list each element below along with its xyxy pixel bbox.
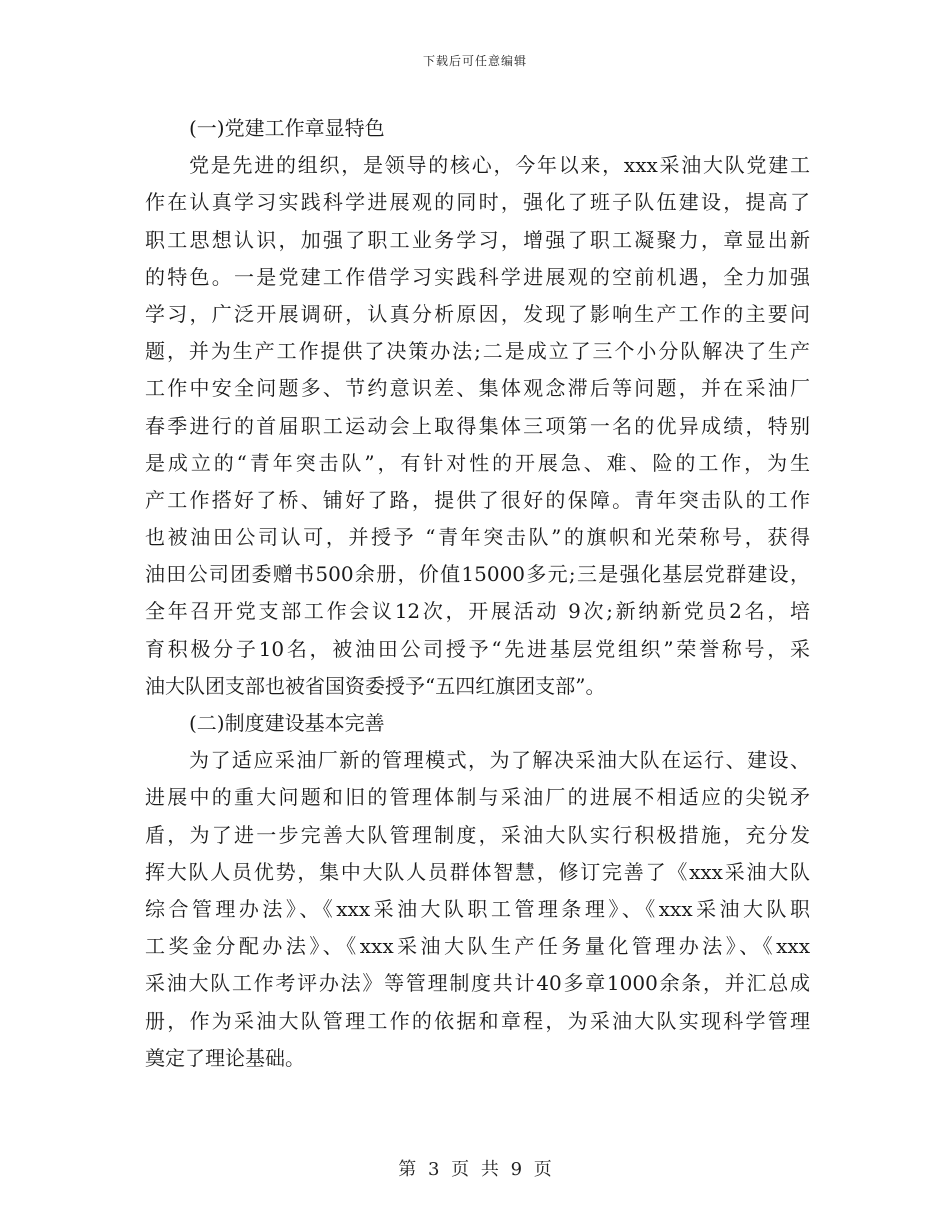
paragraph-line: 育积极分子10名，被油田公司授予“先进基层党组织”荣誉称号，采 — [145, 636, 810, 661]
paragraph-line: 作在认真学习实践科学进展观的同时，强化了班子队伍建设，提高了 — [145, 190, 810, 215]
paragraph-line: 工作中安全问题多、节约意识差、集体观念滞后等问题，并在采油厂 — [145, 376, 810, 401]
paragraph-line: 综合管理办法》、《xxx采油大队职工管理条理》、《xxx采油大队职 — [145, 896, 810, 921]
paragraph-line: 挥大队人员优势，集中大队人员群体智慧，修订完善了《xxx采油大队 — [145, 859, 810, 884]
paragraph-line: 题，并为生产工作提供了决策办法;二是成立了三个小分队解决了生产 — [145, 339, 810, 364]
paragraph-line: 为了适应采油厂新的管理模式，为了解决采油大队在运行、建设、 — [189, 748, 810, 773]
paragraph-line: 党是先进的组织，是领导的核心，今年以来，xxx采油大队党建工 — [189, 153, 810, 178]
paragraph-line: 产工作搭好了桥、铺好了路，提供了很好的保障。青年突击队的工作 — [145, 487, 810, 512]
paragraph-line: 也被油田公司认可，并授予 “青年突击队”的旗帜和光荣称号，获得 — [145, 525, 810, 550]
paragraph-line: 春季进行的首届职工运动会上取得集体三项第一名的优异成绩，特别 — [145, 413, 810, 438]
paragraph-line: 油大队团支部也被省国资委授予“五四红旗团支部”。 — [145, 673, 606, 698]
paragraph-line: 盾，为了进一步完善大队管理制度，采油大队实行积极措施，充分发 — [145, 822, 810, 847]
section-heading: (二)制度建设基本完善 — [189, 711, 385, 735]
page-number: 第 3 页 共 9 页 — [398, 1159, 552, 1180]
paragraph-line: 是成立的“青年突击队”，有针对性的开展急、难、险的工作，为生 — [145, 450, 810, 475]
header-note: 下载后可任意编辑 — [422, 54, 527, 68]
paragraph-line: 全年召开党支部工作会议12次，开展活动 9次;新纳新党员2名，培 — [145, 599, 810, 624]
paragraph-line: 学习，广泛开展调研，认真分析原因，发现了影响生产工作的主要问 — [145, 301, 810, 326]
paragraph-line: 职工思想认识，加强了职工业务学习，增强了职工凝聚力，章显出新 — [145, 227, 810, 252]
paragraph-line: 进展中的重大问题和旧的管理体制与采油厂的进展不相适应的尖锐矛 — [145, 785, 810, 810]
paragraph-line: 采油大队工作考评办法》等管理制度共计40多章1000余条，并汇总成 — [145, 971, 810, 996]
paragraph-line: 的特色。一是党建工作借学习实践科学进展观的空前机遇，全力加强 — [145, 264, 810, 289]
section-heading: (一)党建工作章显特色 — [189, 116, 385, 140]
paragraph-line: 工奖金分配办法》、《xxx采油大队生产任务量化管理办法》、《xxx — [145, 934, 810, 959]
document-body — [145, 110, 810, 1077]
paragraph-line: 油田公司团委赠书500余册，价值15000多元;三是强化基层党群建设， — [145, 562, 810, 587]
paragraph-line: 册，作为采油大队管理工作的依据和章程，为采油大队实现科学管理 — [145, 1008, 810, 1033]
paragraph-line: 奠定了理论基础。 — [145, 1045, 305, 1070]
